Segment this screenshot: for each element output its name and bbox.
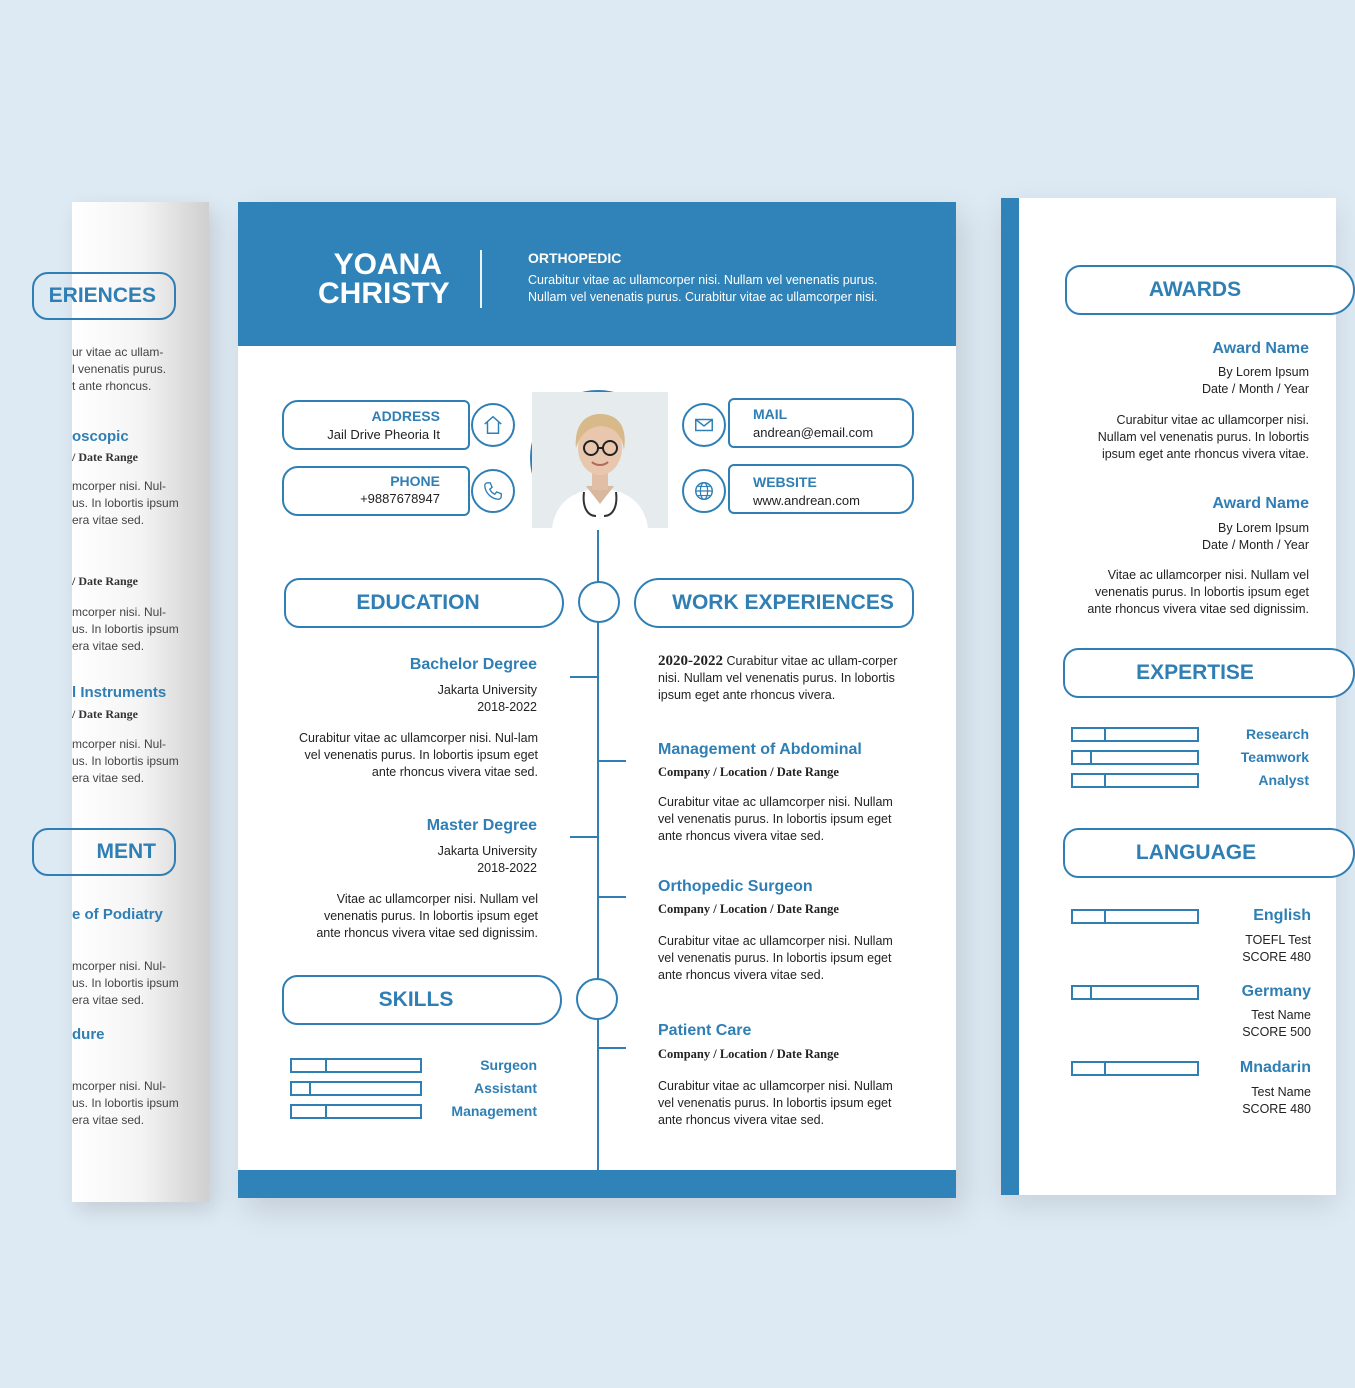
language-bar bbox=[1071, 985, 1199, 1000]
skill-label: Assistant bbox=[473, 1080, 537, 1096]
skill-bar-fill bbox=[292, 1106, 327, 1117]
language-test: Test Name bbox=[1251, 1085, 1311, 1099]
right-page bbox=[1001, 198, 1336, 1195]
language-title: LANGUAGE bbox=[1135, 841, 1257, 864]
language-name: Mnadarin bbox=[1239, 1059, 1311, 1076]
language-bar-fill bbox=[1073, 987, 1092, 998]
awards-title: AWARDS bbox=[1148, 278, 1242, 301]
skill-bar-fill bbox=[292, 1083, 311, 1094]
language-test: Test Name bbox=[1251, 1008, 1311, 1022]
phone-value: +9887678947 bbox=[360, 491, 440, 506]
language-bar bbox=[1071, 1061, 1199, 1076]
expertise-bar bbox=[1071, 750, 1199, 765]
left-section-title: ERIENCES bbox=[32, 272, 176, 320]
website-label: WEBSITE bbox=[753, 474, 817, 490]
work-sub: Company / Location / Date Range bbox=[658, 902, 839, 916]
resume-page bbox=[238, 202, 956, 1198]
skill-label: Surgeon bbox=[480, 1057, 537, 1073]
education-degree: Master Degree bbox=[426, 817, 537, 834]
timeline-tick bbox=[598, 896, 626, 898]
skill-bar-fill bbox=[292, 1060, 327, 1071]
left-entry-heading: dure bbox=[72, 1026, 105, 1043]
mail-label: MAIL bbox=[753, 406, 788, 422]
expertise-bar bbox=[1071, 773, 1199, 788]
language-name: English bbox=[1253, 907, 1311, 924]
phone-label: PHONE bbox=[390, 473, 440, 489]
left-intro: ur vitae ac ullam- l venenatis purus. t ante rhoncus. bbox=[72, 345, 167, 393]
award-date: Date / Month / Year bbox=[1201, 538, 1309, 552]
education-title: EDUCATION bbox=[356, 591, 480, 614]
left-entry-sub: / Date Range bbox=[72, 450, 138, 464]
first-name: YOANA bbox=[333, 248, 442, 281]
expertise-bar-fill bbox=[1073, 752, 1092, 763]
avatar bbox=[530, 390, 666, 526]
skill-label: Management bbox=[451, 1103, 537, 1119]
expertise-label: Analyst bbox=[1258, 772, 1309, 788]
timeline-tick bbox=[570, 676, 598, 678]
footer-banner bbox=[238, 1170, 956, 1198]
left-entry-sub: / Date Range bbox=[72, 707, 138, 721]
home-icon bbox=[471, 403, 515, 447]
expertise-bar bbox=[1071, 727, 1199, 742]
language-bar bbox=[1071, 909, 1199, 924]
award-text: Curabitur vitae ac ullamcorper nisi. Nullam vel venenatis purus. In lobortis ipsum eget ante rhoncus vivera vitae. bbox=[1097, 413, 1309, 461]
left-entry-text: mcorper nisi. Nul- us. In lobortis ipsum era vitae sed. bbox=[72, 1079, 179, 1127]
education-school: Jakarta University bbox=[437, 844, 537, 858]
language-bar-fill bbox=[1073, 911, 1106, 922]
timeline-tick bbox=[598, 1047, 626, 1049]
skills-title: SKILLS bbox=[378, 988, 454, 1011]
work-intro bbox=[658, 653, 908, 704]
left-entry-text: mcorper nisi. Nul- us. In lobortis ipsum era vitae sed. bbox=[72, 737, 179, 785]
work-title-entry: Patient Care bbox=[658, 1022, 752, 1039]
expertise-bar-fill bbox=[1073, 729, 1106, 740]
phone-icon bbox=[471, 469, 515, 513]
work-intro-year: 2020-2022 bbox=[658, 653, 723, 669]
skill-bar bbox=[290, 1081, 422, 1096]
left-entry-heading: oscopic bbox=[72, 428, 129, 445]
award-text: Vitae ac ullamcorper nisi. Nullam vel venenatis purus. In lobortis ipsum eget ante rhoncus vivera vitae sed dignissim. bbox=[1087, 568, 1309, 616]
address-value: Jail Drive Pheoria It bbox=[327, 427, 440, 442]
globe-icon bbox=[682, 469, 726, 513]
left-page bbox=[48, 202, 209, 1202]
education-text: Vitae ac ullamcorper nisi. Nullam vel venenatis purus. In lobortis ipsum eget ante rhoncus vivera vitae sed dignissim. bbox=[316, 892, 538, 940]
work-title-entry: Management of Abdominal bbox=[658, 741, 862, 758]
address-label: ADDRESS bbox=[371, 408, 440, 424]
work-sub: Company / Location / Date Range bbox=[658, 765, 839, 779]
last-name: CHRISTY bbox=[318, 277, 450, 310]
left-entry-heading: l Instruments bbox=[72, 684, 167, 701]
header-description: Curabitur vitae ac ullamcorper nisi. Nullam vel venenatis purus. Nullam vel venenatis purus. Curabitur vitae ac ullamcorper nisi. bbox=[528, 273, 878, 304]
skill-bar bbox=[290, 1058, 422, 1073]
language-bar-fill bbox=[1073, 1063, 1106, 1074]
timeline-node bbox=[578, 581, 620, 623]
left-entry-text: mcorper nisi. Nul- us. In lobortis ipsum era vitae sed. bbox=[72, 605, 179, 653]
education-school: Jakarta University bbox=[437, 683, 537, 697]
mail-value: andrean@email.com bbox=[753, 425, 874, 440]
timeline-tick bbox=[598, 760, 626, 762]
left-section-title: MENT bbox=[32, 828, 176, 876]
award-by: By Lorem Ipsum bbox=[1217, 521, 1309, 535]
education-text: Curabitur vitae ac ullamcorper nisi. Nul-lam vel venenatis purus. In lobortis ipsum eget ante rhoncus vivera vitae sed. bbox=[299, 731, 538, 779]
website-value: www.andrean.com bbox=[753, 493, 860, 508]
timeline-tick bbox=[570, 836, 598, 838]
education-years: 2018-2022 bbox=[477, 700, 537, 714]
education-degree: Bachelor Degree bbox=[409, 656, 537, 673]
award-name: Award Name bbox=[1212, 495, 1309, 512]
work-text: Curabitur vitae ac ullamcorper nisi. Nullam vel venenatis purus. In lobortis ipsum eget ante rhoncus vivera vitae sed. bbox=[658, 1079, 893, 1127]
work-text: Curabitur vitae ac ullamcorper nisi. Nullam vel venenatis purus. In lobortis ipsum eget ante rhoncus vivera vitae sed. bbox=[658, 934, 893, 982]
candidate-name bbox=[318, 248, 450, 310]
award-by: By Lorem Ipsum bbox=[1217, 365, 1309, 379]
language-score: SCORE 480 bbox=[1242, 1102, 1311, 1116]
job-title: ORTHOPEDIC bbox=[528, 250, 622, 266]
expertise-bar-fill bbox=[1073, 775, 1106, 786]
language-score: SCORE 480 bbox=[1242, 950, 1311, 964]
language-name: Germany bbox=[1241, 983, 1311, 1000]
header-divider bbox=[480, 250, 482, 308]
work-title: WORK EXPERIENCES bbox=[672, 591, 894, 614]
expertise-label: Teamwork bbox=[1240, 749, 1309, 765]
mail-icon bbox=[682, 403, 726, 447]
language-test: TOEFL Test bbox=[1245, 933, 1311, 947]
timeline-node bbox=[576, 978, 618, 1020]
expertise-title: EXPERTISE bbox=[1136, 661, 1254, 684]
award-name: Award Name bbox=[1212, 340, 1309, 357]
award-date: Date / Month / Year bbox=[1201, 382, 1309, 396]
skill-bar bbox=[290, 1104, 422, 1119]
work-title-entry: Orthopedic Surgeon bbox=[658, 878, 813, 895]
left-entry-text: mcorper nisi. Nul- us. In lobortis ipsum era vitae sed. bbox=[72, 479, 179, 527]
header-banner bbox=[238, 202, 956, 346]
work-sub: Company / Location / Date Range bbox=[658, 1047, 839, 1061]
page-edge-strip bbox=[1001, 198, 1019, 1195]
expertise-label: Research bbox=[1245, 726, 1309, 742]
timeline-line bbox=[597, 530, 599, 1170]
left-entry-heading: e of Podiatry bbox=[72, 906, 163, 923]
work-text: Curabitur vitae ac ullamcorper nisi. Nullam vel venenatis purus. In lobortis ipsum eget ante rhoncus vivera vitae sed. bbox=[658, 795, 893, 843]
left-entry-text: mcorper nisi. Nul- us. In lobortis ipsum era vitae sed. bbox=[72, 959, 179, 1007]
work-intro-text: Curabitur vitae ac ullam-corper nisi. Nullam vel venenatis purus. In lobortis ipsum eget ante rhoncus vivera. bbox=[658, 654, 898, 702]
language-score: SCORE 500 bbox=[1242, 1025, 1311, 1039]
education-years: 2018-2022 bbox=[477, 861, 537, 875]
left-entry-sub: / Date Range bbox=[72, 574, 138, 588]
